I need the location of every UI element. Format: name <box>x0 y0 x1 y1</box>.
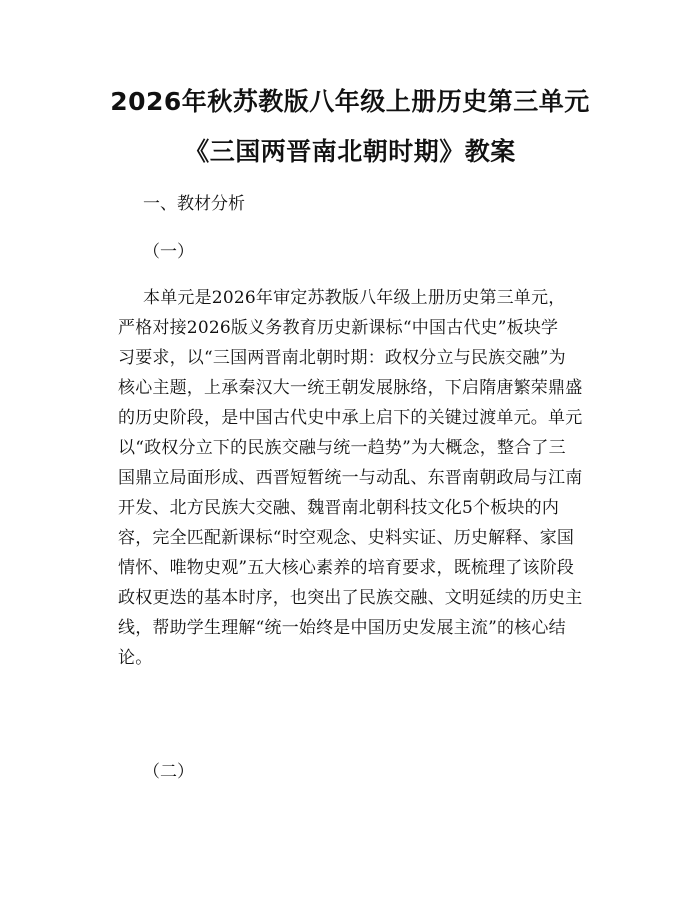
paragraph-line: 政权更迭的基本时序，也突出了民族交融、文明延续的历史主 <box>118 588 583 608</box>
paragraph-line: 情怀、唯物史观”五大核心素养的培育要求，既梳理了该阶段 <box>118 558 575 578</box>
document-title-line-2: 《三国两晋南北朝时期》教案 <box>184 137 516 166</box>
section-heading: 一、教材分析 <box>143 194 245 214</box>
paragraph-line: 的历史阶段，是中国古代史中承上启下的关键过渡单元。单元 <box>118 408 583 428</box>
paragraph-line: 习要求，以“三国两晋南北朝时期：政权分立与民族交融”为 <box>118 348 566 368</box>
paragraph-line: 严格对接2026版义务教育历史新课标“中国古代史”板块学 <box>118 318 559 338</box>
paragraph-line: 国鼎立局面形成、西晋短暂统一与动乱、东晋南朝政局与江南 <box>118 468 583 488</box>
paragraph-line: 线，帮助学生理解“统一始终是中国历史发展主流”的核心结 <box>118 618 566 638</box>
paragraph-line: 容，完全匹配新课标“时空观念、史料实证、历史解释、家国 <box>118 528 575 548</box>
subsection-heading-2: （二） <box>143 762 194 782</box>
paragraph-line: 本单元是2026年审定苏教版八年级上册历史第三单元， <box>143 288 566 308</box>
subsection-heading-1: （一） <box>143 242 194 262</box>
paragraph-line: 核心主题，上承秦汉大一统王朝发展脉络，下启隋唐繁荣鼎盛 <box>118 378 583 398</box>
document-title-line-1: 2026年秋苏教版八年级上册历史第三单元 <box>110 87 590 116</box>
paragraph-line: 以“政权分立下的民族交融与统一趋势”为大概念，整合了三 <box>118 438 566 458</box>
body-paragraph <box>118 283 588 673</box>
paragraph-line: 开发、北方民族大交融、魏晋南北朝科技文化5个板块的内 <box>118 498 560 518</box>
paragraph-line: 论。 <box>118 648 153 668</box>
